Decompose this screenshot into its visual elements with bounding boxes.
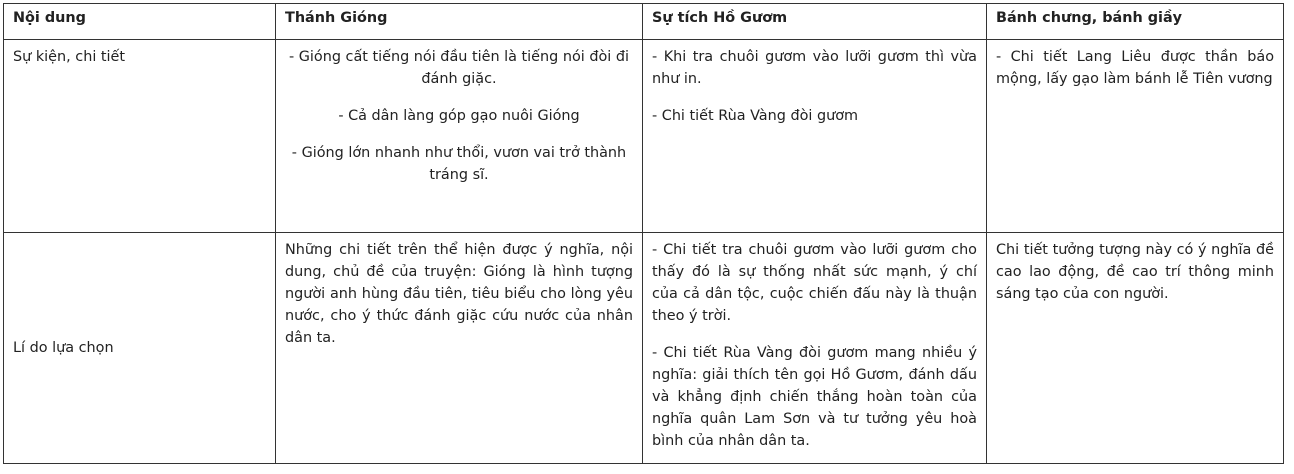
row-label-su-kien-chi-tiet: [4, 40, 276, 233]
header-thanh-giong: Thánh Gióng: [276, 4, 643, 40]
header-banh-chung-banh-giay: Bánh chưng, bánh giầy: [987, 4, 1284, 40]
comparison-table: [3, 3, 1284, 464]
cell-text: Lí do lựa chọn: [13, 340, 114, 356]
cell-ho-guom-events: [643, 40, 987, 233]
table-row: [4, 40, 1284, 233]
cell-text: - Cả dân làng góp gạo nuôi Gióng: [338, 108, 580, 124]
cell-text: - Gióng lớn nhanh như thổi, vươn vai trở thành tráng sĩ.: [291, 145, 627, 183]
cell-text: Sự kiện, chi tiết: [13, 49, 126, 65]
cell-text: Những chi tiết trên thể hiện được ý nghĩa, nội dung, chủ đề của truyện: Gióng là hình tượng người anh hùng đầu tiên, tiêu biểu cho lòng yêu nước, cho ý thức đánh giặc cứu nước của nhân dân ta.: [285, 242, 633, 346]
cell-ho-guom-reason: [643, 233, 987, 464]
cell-text: - Chi tiết Rùa Vàng đòi gươm: [652, 108, 859, 124]
table-header-row: [4, 4, 1284, 40]
cell-text: Chi tiết tưởng tượng này có ý nghĩa đề cao lao động, đề cao trí thông minh sáng tạo của con người.: [996, 242, 1274, 302]
row-label-li-do-lua-chon: [4, 233, 276, 464]
cell-text: - Gióng cất tiếng nói đầu tiên là tiếng nói đòi đi đánh giặc.: [288, 49, 629, 87]
header-su-tich-ho-guom: Sự tích Hồ Gươm: [643, 4, 987, 40]
cell-banh-chung-reason: [987, 233, 1284, 464]
cell-text: - Chi tiết Lang Liêu được thần báo mộng, lấy gạo làm bánh lễ Tiên vương: [996, 49, 1274, 87]
cell-text: - Chi tiết Rùa Vàng đòi gươm mang nhiều ý nghĩa: giải thích tên gọi Hồ Gươm, đánh dấu và khẳng định chiến thắng hoàn toàn của nghĩa quân Lam Sơn và tư tưởng yêu hoà bình của nhân dân ta.: [652, 345, 977, 449]
cell-text: - Khi tra chuôi gươm vào lưỡi gươm thì vừa như in.: [652, 49, 977, 87]
header-noi-dung: Nội dung: [4, 4, 276, 40]
cell-banh-chung-events: [987, 40, 1284, 233]
table-row: [4, 233, 1284, 464]
cell-thanh-giong-reason: [276, 233, 643, 464]
cell-text: - Chi tiết tra chuôi gươm vào lưỡi gươm cho thấy đó là sự thống nhất sức mạnh, ý chí của cả dân tộc, cuộc chiến đấu này là thuận theo ý trời.: [652, 242, 977, 324]
cell-thanh-giong-events: [276, 40, 643, 233]
